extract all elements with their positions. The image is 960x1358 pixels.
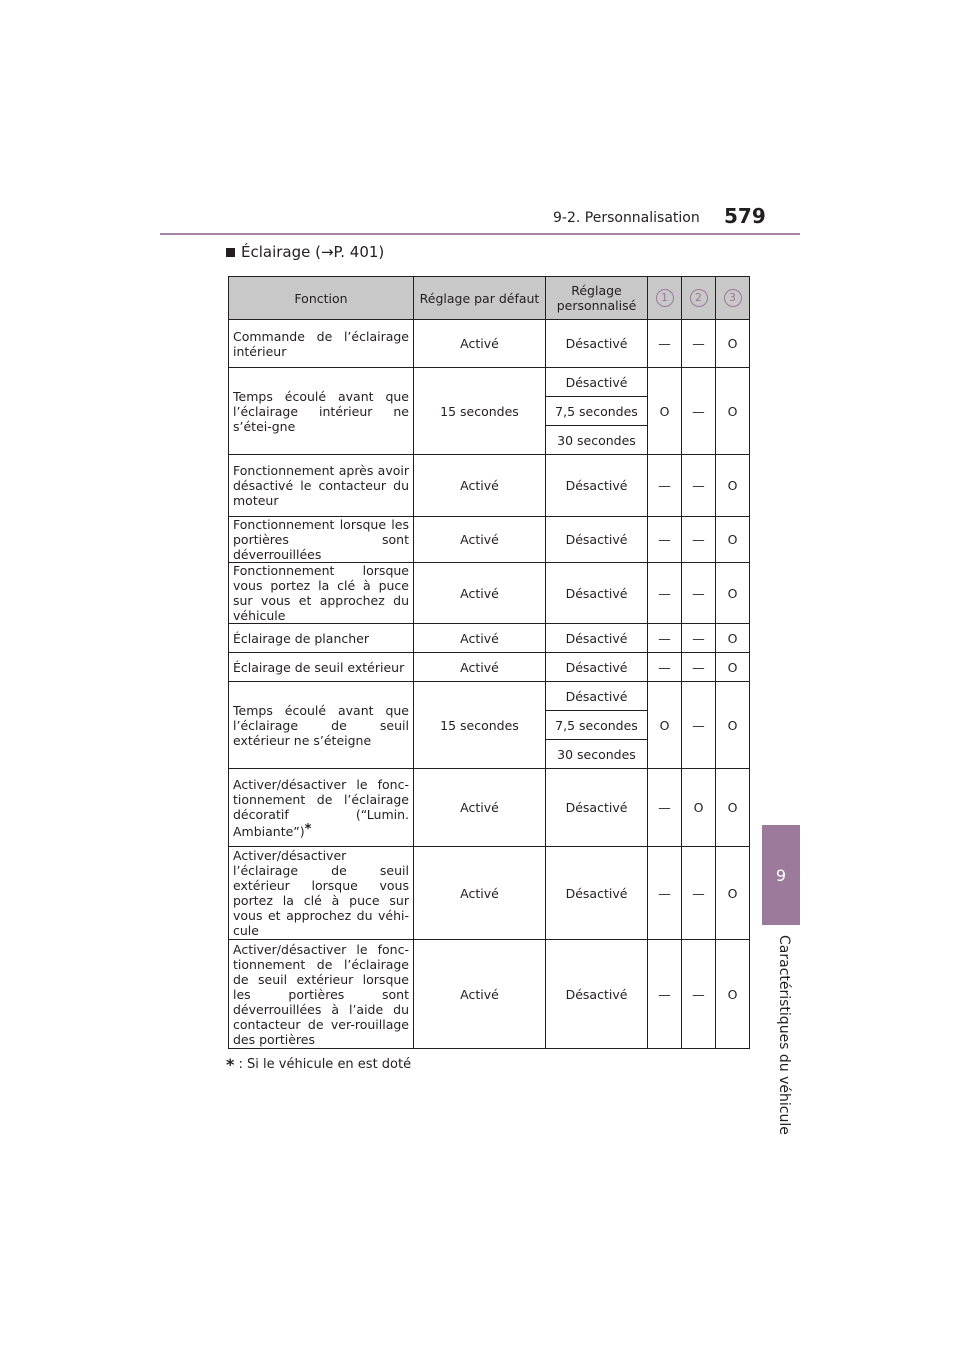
cell-default: Activé (414, 624, 546, 653)
table-row (229, 682, 750, 711)
cell-function: Commande de l’éclairage intérieur (229, 320, 414, 368)
cell-default: Activé (414, 653, 546, 682)
table-row (229, 847, 750, 940)
cell-function: Temps écoulé avant que l’éclairage de seuil extérieur ne s’éteigne (229, 682, 414, 769)
cell-function: Fonctionnement lorsque les portières sont déverrouillées (229, 517, 414, 563)
cell-col2: — (682, 455, 716, 517)
cell-col1: — (648, 769, 682, 847)
num-3-icon: 3 (724, 289, 742, 307)
cell-col1: — (648, 940, 682, 1049)
cell-function: Fonctionnement lorsque vous portez la clé à puce sur vous et approchez du véhicule (229, 563, 414, 624)
cell-function: Activer/désactiver l’éclairage de seuil extérieur lorsque vous portez la clé à puce sur vous et approchez du véhi-cule (229, 847, 414, 940)
cell-col2: — (682, 624, 716, 653)
cell-col3: O (716, 682, 750, 769)
cell-col3: O (716, 368, 750, 455)
page-number: 579 (724, 204, 766, 228)
footnote-star-icon: * (226, 1055, 235, 1074)
cell-col1: O (648, 682, 682, 769)
cell-col2: — (682, 563, 716, 624)
cell-col3: O (716, 624, 750, 653)
cell-custom: Désactivé (546, 847, 648, 940)
cell-default: Activé (414, 517, 546, 563)
chapter-tab (762, 825, 800, 925)
cell-col1: O (648, 368, 682, 455)
cell-custom: Désactivé (546, 563, 648, 624)
header-num-2 (682, 277, 716, 320)
cell-col1: — (648, 563, 682, 624)
cell-col3: O (716, 847, 750, 940)
cell-col1: — (648, 455, 682, 517)
bullet-square-icon (226, 248, 235, 257)
cell-col3: O (716, 769, 750, 847)
table-row (229, 320, 750, 368)
chapter-number: 9 (775, 865, 787, 885)
table-row (229, 455, 750, 517)
cell-col3: O (716, 653, 750, 682)
cell-col3: O (716, 940, 750, 1049)
section-title: Éclairage (→P. 401) (241, 243, 385, 261)
cell-col3: O (716, 455, 750, 517)
cell-col2: — (682, 682, 716, 769)
settings-table (228, 276, 750, 1049)
cell-function: Temps écoulé avant que l’éclairage intérieur ne s’étei-gne (229, 368, 414, 455)
cell-col2: — (682, 940, 716, 1049)
footnote-text: : Si le véhicule en est doté (238, 1057, 412, 1072)
header-num-3 (716, 277, 750, 320)
table-row (229, 563, 750, 624)
cell-col2: — (682, 517, 716, 563)
cell-col2: — (682, 368, 716, 455)
footnote (226, 1055, 411, 1074)
header-section-title: 9-2. Personnalisation (553, 210, 700, 226)
cell-custom: 30 secondes (546, 426, 648, 455)
cell-custom: Désactivé (546, 682, 648, 711)
cell-default: Activé (414, 769, 546, 847)
cell-custom: Désactivé (546, 769, 648, 847)
cell-custom: Désactivé (546, 455, 648, 517)
cell-col3: O (716, 563, 750, 624)
cell-col1: — (648, 517, 682, 563)
cell-function: Activer/désactiver le fonc-tionnement de l’éclairage de seuil extérieur lorsque les portières sont déverrouillées à l’aide du contacteur de ver-rouillage des portières (229, 940, 414, 1049)
cell-custom: 7,5 secondes (546, 711, 648, 740)
cell-col1: — (648, 320, 682, 368)
cell-function-text: Activer/désactiver le fonc-tionnement de l’éclairage décoratif (“Lumin. Ambiante”) (233, 776, 409, 839)
cell-col2: — (682, 847, 716, 940)
cell-col2: O (682, 769, 716, 847)
cell-col1: — (648, 653, 682, 682)
cell-custom: Désactivé (546, 940, 648, 1049)
table-row (229, 517, 750, 563)
table-row (229, 653, 750, 682)
header-default: Réglage par défaut (414, 277, 546, 320)
table-row (229, 368, 750, 397)
table-header-row (229, 277, 750, 320)
cell-col3: O (716, 517, 750, 563)
header-function: Fonction (229, 277, 414, 320)
cell-custom: Désactivé (546, 320, 648, 368)
table-row (229, 769, 750, 847)
cell-custom: 30 secondes (546, 740, 648, 769)
cell-custom: Désactivé (546, 624, 648, 653)
cell-function: Fonctionnement après avoir désactivé le contacteur du moteur (229, 455, 414, 517)
cell-default: Activé (414, 455, 546, 517)
footnote-marker-ref: * (304, 821, 312, 837)
section-heading (226, 243, 384, 261)
cell-default: 15 secondes (414, 368, 546, 455)
cell-function (229, 769, 414, 847)
chapter-label: Caractéristiques du véhicule (776, 935, 792, 1135)
cell-function: Éclairage de plancher (229, 624, 414, 653)
num-2-icon: 2 (690, 289, 708, 307)
table-row (229, 940, 750, 1049)
header-divider (160, 233, 800, 235)
cell-custom: Désactivé (546, 653, 648, 682)
cell-default: 15 secondes (414, 682, 546, 769)
cell-col2: — (682, 320, 716, 368)
cell-function: Éclairage de seuil extérieur (229, 653, 414, 682)
cell-default: Activé (414, 940, 546, 1049)
cell-col2: — (682, 653, 716, 682)
cell-col1: — (648, 624, 682, 653)
cell-custom: 7,5 secondes (546, 397, 648, 426)
cell-default: Activé (414, 320, 546, 368)
header-custom: Réglage personnalisé (546, 277, 648, 320)
table-row (229, 624, 750, 653)
cell-custom: Désactivé (546, 368, 648, 397)
cell-custom: Désactivé (546, 517, 648, 563)
cell-col1: — (648, 847, 682, 940)
cell-col3: O (716, 320, 750, 368)
cell-default: Activé (414, 847, 546, 940)
cell-default: Activé (414, 563, 546, 624)
header-num-1 (648, 277, 682, 320)
num-1-icon: 1 (656, 289, 674, 307)
